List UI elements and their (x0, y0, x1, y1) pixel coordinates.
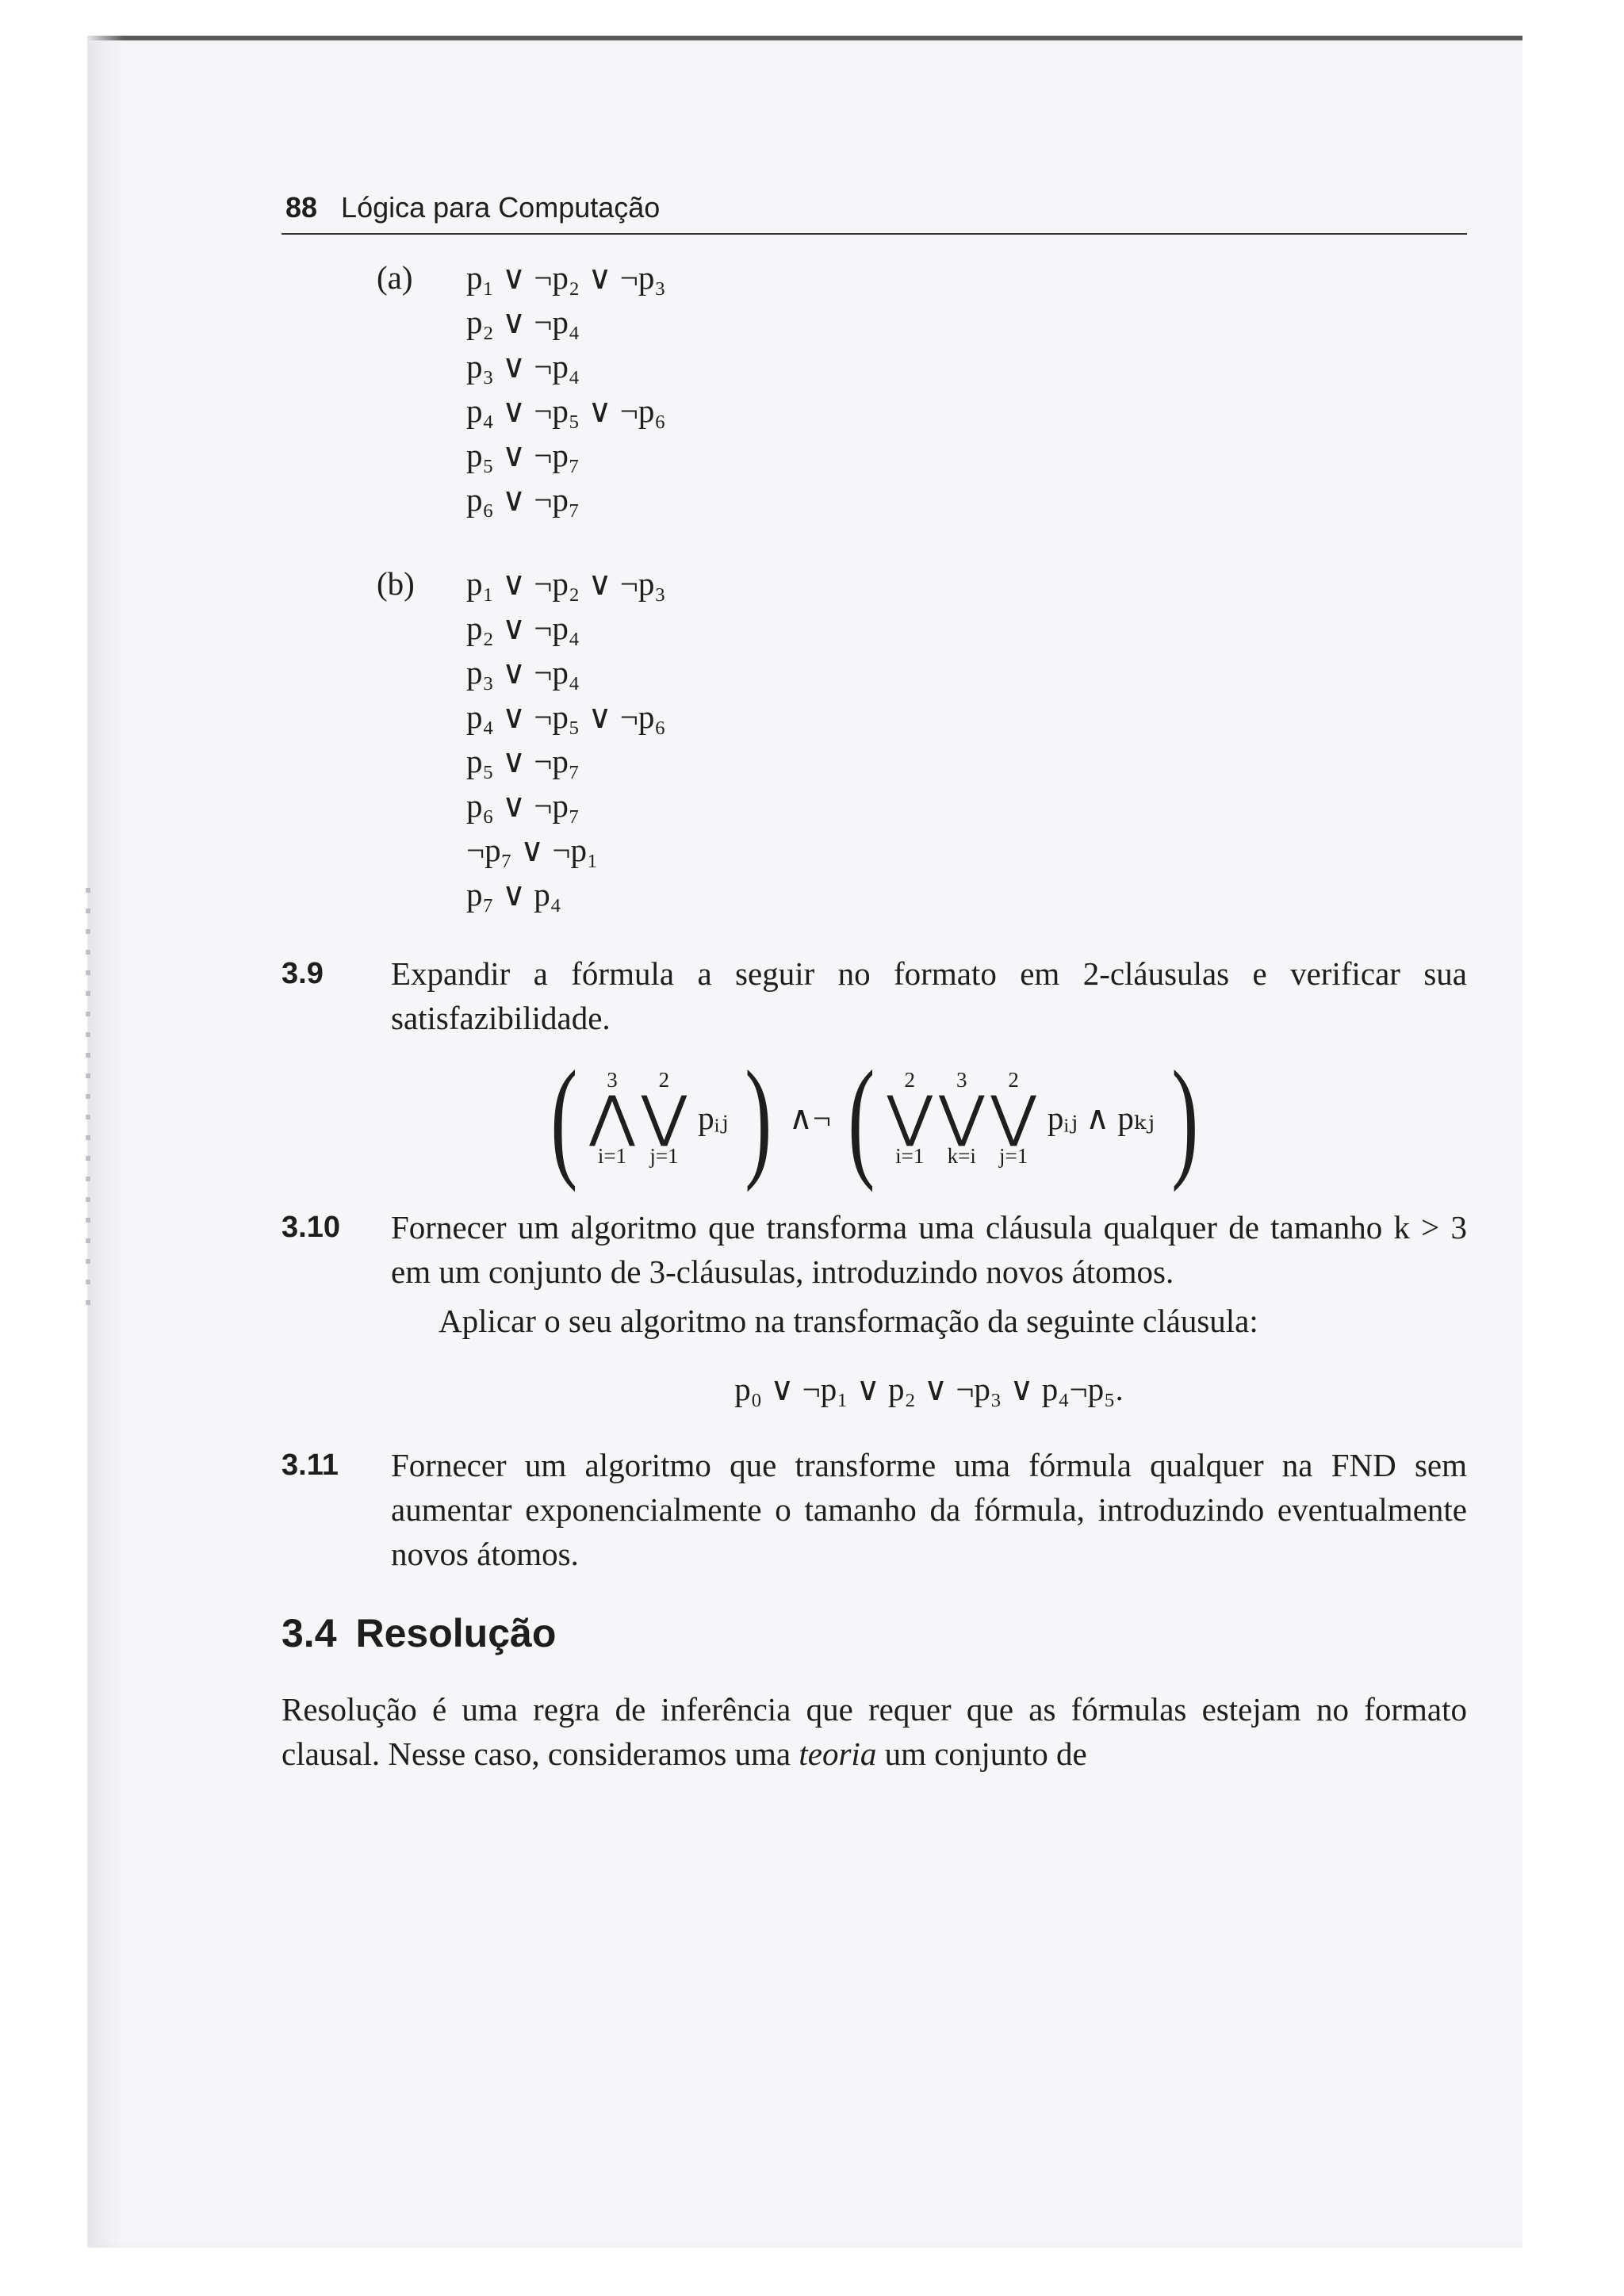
section-number: 3.4 (282, 1611, 337, 1655)
right-paren: ) (1171, 1043, 1198, 1192)
page-number: 88 (285, 191, 318, 224)
clause: p₅ ∨ ¬p₇ (466, 743, 580, 779)
big-or-operator: 2 ⋁ j=1 (990, 1068, 1036, 1168)
big-or-operator: 2 ⋁ i=1 (887, 1068, 933, 1168)
list-b-label: (b) (377, 565, 415, 602)
clause: p₂ ∨ ¬p₄ (466, 610, 580, 646)
left-paren: ( (550, 1043, 577, 1192)
clause: p₃ ∨ ¬p₄ (466, 654, 580, 691)
exercise-number: 3.11 (282, 1448, 339, 1482)
body-text-2: um conjunto de (876, 1735, 1087, 1772)
exercise-text: Fornecer um algoritmo que transforma uma cláusula qualquer de tamanho k > 3 em um conjunto de 3-cláusulas, introduzindo novos átomos. (391, 1209, 1467, 1290)
clause: p₂ ∨ ¬p₄ (466, 304, 580, 340)
emphasis-teoria: teoria (799, 1735, 877, 1772)
display-formula (282, 1043, 1467, 1192)
big-or-operator: 2 ⋁ j=1 (641, 1068, 688, 1168)
body-text-1: Resolução é uma regra de inferência que requer que as fórmulas estejam no formato clausal. Nesse caso, consideramos uma (282, 1691, 1467, 1772)
big-and-operator: 3 ⋀ i=1 (589, 1068, 635, 1168)
left-paren: ( (848, 1043, 875, 1192)
book-page (282, 182, 1467, 1776)
exercise-3-9 (282, 951, 1467, 1040)
exercise-text: Fornecer um algoritmo que transforme uma fórmula qualquer na FND sem aumentar exponencialmente o tamanho da fórmula, introduzindo eventualmente novos átomos. (391, 1447, 1467, 1572)
exercise-3-11 (282, 1443, 1467, 1576)
exercise-number: 3.10 (282, 1211, 340, 1244)
clause: p₃ ∨ ¬p₄ (466, 348, 580, 385)
book-title: Lógica para Computação (341, 191, 661, 224)
body-paragraph (282, 1687, 1467, 1776)
right-paren: ) (745, 1043, 772, 1192)
clause: p₆ ∨ ¬p₇ (466, 481, 580, 518)
connective: ∧¬ (788, 1100, 831, 1136)
clause: p₆ ∨ ¬p₇ (466, 787, 580, 824)
left-term: pᵢⱼ (698, 1100, 729, 1136)
clause-list-b (282, 561, 1467, 916)
clause-to-transform: p₀ ∨ ¬p₁ ∨ p₂ ∨ ¬p₃ ∨ p₄¬p₅. (734, 1371, 1124, 1407)
exercise-text: Expandir a fórmula a seguir no formato em 2-cláusulas e verificar sua satisfazibilidade. (391, 955, 1467, 1036)
exercise-text-2: Aplicar o seu algoritmo na transformação da seguinte cláusula: (439, 1303, 1258, 1339)
clause: ¬p₇ ∨ ¬p₁ (466, 832, 599, 868)
big-or-operator: 3 ⋁ k=i (939, 1068, 985, 1168)
right-term: pᵢⱼ ∧ pₖⱼ (1047, 1100, 1155, 1136)
binding-shadow (86, 888, 90, 1316)
exercise-3-10 (282, 1205, 1467, 1411)
running-head (282, 182, 1467, 235)
section-heading (282, 1611, 1467, 1655)
clause-list-a (282, 255, 1467, 522)
list-a-label: (a) (377, 259, 413, 296)
clause: p₁ ∨ ¬p₂ ∨ ¬p₃ (466, 565, 666, 602)
section-title: Resolução (355, 1611, 557, 1655)
clause: p₁ ∨ ¬p₂ ∨ ¬p₃ (466, 259, 666, 296)
exercise-number: 3.9 (282, 957, 324, 990)
clause: p₇ ∨ p₄ (466, 876, 562, 913)
clause: p₅ ∨ ¬p₇ (466, 437, 580, 473)
clause: p₄ ∨ ¬p₅ ∨ ¬p₆ (466, 392, 666, 429)
clause: p₄ ∨ ¬p₅ ∨ ¬p₆ (466, 698, 666, 735)
